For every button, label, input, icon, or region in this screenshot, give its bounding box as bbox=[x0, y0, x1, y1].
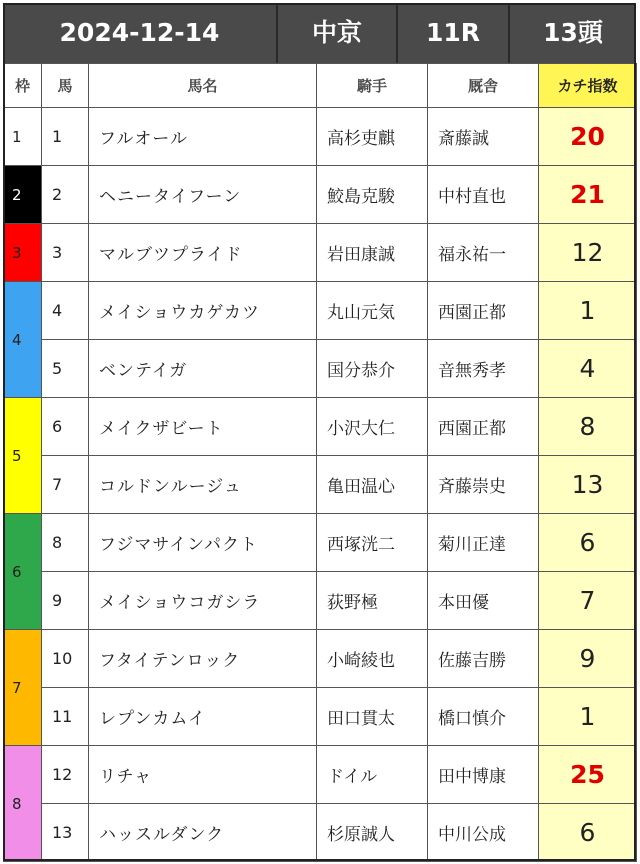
horse-name: フジマサインパクト bbox=[89, 514, 317, 572]
col-kachi-index: カチ指数 bbox=[539, 64, 637, 108]
race-date: 2024-12-14 bbox=[59, 18, 220, 47]
jockey-name: 荻野極 bbox=[317, 572, 428, 630]
horse-number: 12 bbox=[42, 746, 89, 804]
horse-name: フタイテンロック bbox=[89, 630, 317, 688]
horse-name: ハッスルダンク bbox=[89, 804, 317, 862]
horse-number: 10 bbox=[42, 630, 89, 688]
trainer-name: 佐藤吉勝 bbox=[428, 630, 539, 688]
horse-name: ヘニータイフーン bbox=[89, 166, 317, 224]
horse-name: レプンカムイ bbox=[89, 688, 317, 746]
horse-name: メイクザビート bbox=[89, 398, 317, 456]
jockey-name: 小崎綾也 bbox=[317, 630, 428, 688]
trainer-name: 橋口慎介 bbox=[428, 688, 539, 746]
kachi-index-value: 1 bbox=[539, 282, 637, 340]
kachi-index-value: 25 bbox=[539, 746, 637, 804]
kachi-index-value: 12 bbox=[539, 224, 637, 282]
trainer-name: 西園正都 bbox=[428, 398, 539, 456]
kachi-index-value: 21 bbox=[539, 166, 637, 224]
trainer-name: 斎藤誠 bbox=[428, 108, 539, 166]
horse-number: 11 bbox=[42, 688, 89, 746]
horse-name: マルブツプライド bbox=[89, 224, 317, 282]
horse-name: リチャ bbox=[89, 746, 317, 804]
jockey-name: 高杉吏麒 bbox=[317, 108, 428, 166]
trainer-name: 菊川正達 bbox=[428, 514, 539, 572]
horse-name: フルオール bbox=[89, 108, 317, 166]
horse-number: 13 bbox=[42, 804, 89, 862]
waku-cell: 6 bbox=[4, 514, 42, 630]
col-uma: 馬 bbox=[42, 64, 89, 108]
horse-name: メイショウカゲカツ bbox=[89, 282, 317, 340]
jockey-name: 国分恭介 bbox=[317, 340, 428, 398]
kachi-index-value: 20 bbox=[539, 108, 637, 166]
horse-number: 4 bbox=[42, 282, 89, 340]
horse-number: 6 bbox=[42, 398, 89, 456]
trainer-name: 西園正都 bbox=[428, 282, 539, 340]
horse-number: 7 bbox=[42, 456, 89, 514]
waku-cell: 7 bbox=[4, 630, 42, 746]
jockey-name: 杉原誠人 bbox=[317, 804, 428, 862]
trainer-name: 音無秀孝 bbox=[428, 340, 539, 398]
jockey-name: 岩田康誠 bbox=[317, 224, 428, 282]
trainer-name: 中村直也 bbox=[428, 166, 539, 224]
horse-name: メイショウコガシラ bbox=[89, 572, 317, 630]
kachi-index-value: 7 bbox=[539, 572, 637, 630]
trainer-name: 斉藤崇史 bbox=[428, 456, 539, 514]
jockey-name: 田口貫太 bbox=[317, 688, 428, 746]
field-size: 13頭 bbox=[543, 18, 603, 47]
kachi-index-value: 13 bbox=[539, 456, 637, 514]
trainer-name: 中川公成 bbox=[428, 804, 539, 862]
horse-number: 5 bbox=[42, 340, 89, 398]
jockey-name: 小沢大仁 bbox=[317, 398, 428, 456]
jockey-name: 亀田温心 bbox=[317, 456, 428, 514]
kachi-index-value: 8 bbox=[539, 398, 637, 456]
trainer-name: 本田優 bbox=[428, 572, 539, 630]
waku-cell: 1 bbox=[4, 108, 42, 166]
col-waku: 枠 bbox=[4, 64, 42, 108]
horse-number: 1 bbox=[42, 108, 89, 166]
col-trainer: 厩舎 bbox=[428, 64, 539, 108]
horse-number: 9 bbox=[42, 572, 89, 630]
jockey-name: 丸山元気 bbox=[317, 282, 428, 340]
col-jockey: 騎手 bbox=[317, 64, 428, 108]
jockey-name: 西塚洸二 bbox=[317, 514, 428, 572]
kachi-index-value: 6 bbox=[539, 804, 637, 862]
kachi-index-value: 1 bbox=[539, 688, 637, 746]
kachi-index-value: 9 bbox=[539, 630, 637, 688]
trainer-name: 田中博康 bbox=[428, 746, 539, 804]
horse-number: 3 bbox=[42, 224, 89, 282]
jockey-name: 鮫島克駿 bbox=[317, 166, 428, 224]
table-frame bbox=[3, 3, 636, 861]
horse-number: 2 bbox=[42, 166, 89, 224]
jockey-name: ドイル bbox=[317, 746, 428, 804]
kachi-index-value: 4 bbox=[539, 340, 637, 398]
race-venue: 中京 bbox=[311, 18, 362, 47]
waku-cell: 8 bbox=[4, 746, 42, 862]
col-horse-name: 馬名 bbox=[89, 64, 317, 108]
trainer-name: 福永祐一 bbox=[428, 224, 539, 282]
horse-name: ベンテイガ bbox=[89, 340, 317, 398]
kachi-index-value: 6 bbox=[539, 514, 637, 572]
waku-cell: 5 bbox=[4, 398, 42, 514]
horse-name: コルドンルージュ bbox=[89, 456, 317, 514]
waku-cell: 4 bbox=[4, 282, 42, 398]
waku-cell: 3 bbox=[4, 224, 42, 282]
horse-number: 8 bbox=[42, 514, 89, 572]
waku-cell: 2 bbox=[4, 166, 42, 224]
race-number: 11R bbox=[425, 18, 481, 47]
